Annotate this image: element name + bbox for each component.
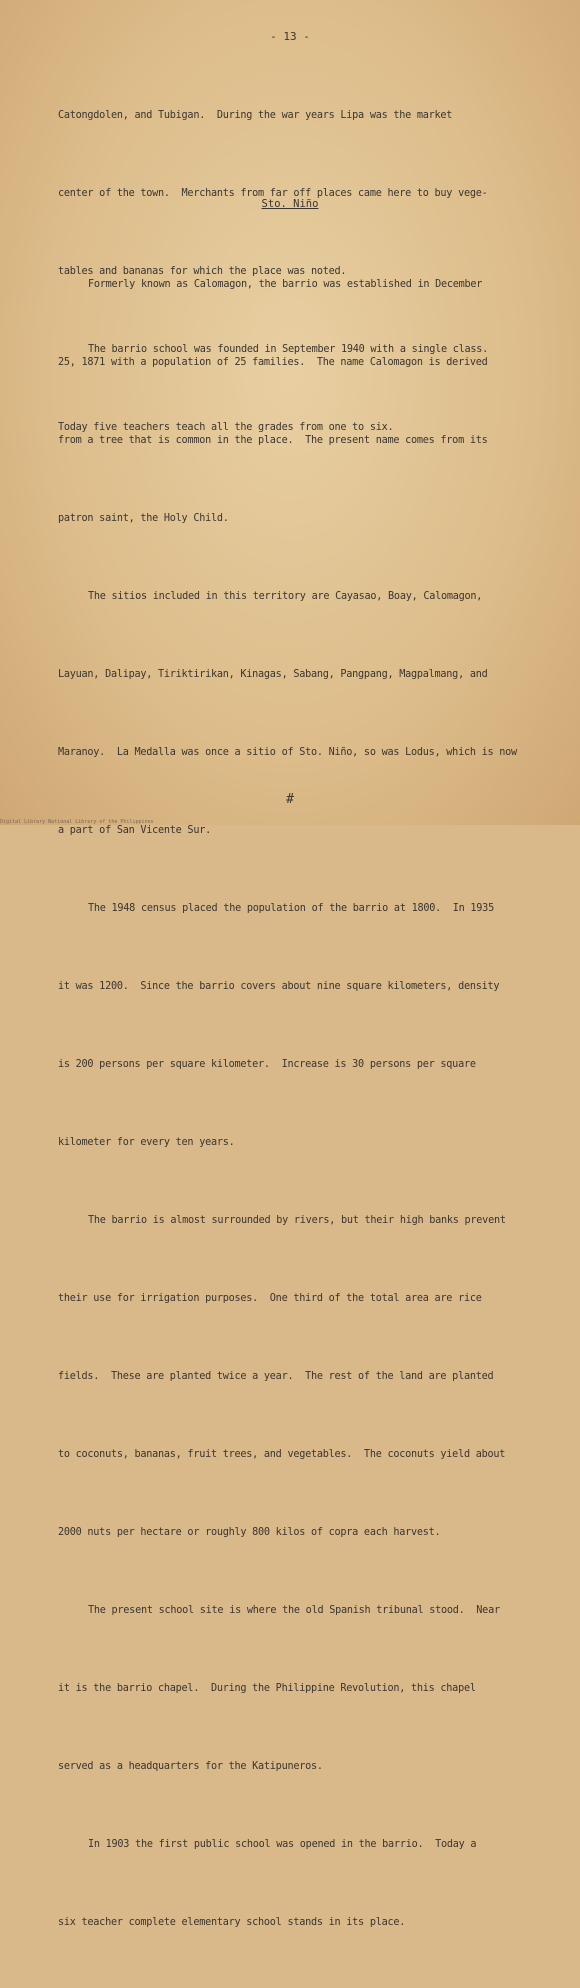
text-line: kilometer for every ten years. <box>58 1137 235 1148</box>
text-line: 2000 nuts per hectare or roughly 800 kilos of copra each harvest. <box>58 1527 441 1538</box>
text-line: Today five teachers teach all the grades from one to six. <box>58 422 394 433</box>
text-line: In 1903 the first public school was opened in the barrio. Today a <box>88 1839 477 1850</box>
text-line: a part of San Vicente Sur. <box>58 825 211 836</box>
section-heading: Sto. Niño <box>261 198 319 210</box>
text-line: The barrio school was founded in September 1940 with a single class. <box>88 344 489 355</box>
footer-attribution: Digital Library National Library of the Philippines <box>0 819 154 825</box>
text-line: from a tree that is common in the place. The present name comes from its <box>58 435 488 446</box>
text-line: Formerly known as Calomagon, the barrio was established in December <box>88 279 483 290</box>
text-line: 25, 1871 with a population of 25 families. The name Calomagon is derived <box>58 357 488 368</box>
text-line: fields. These are planted twice a year. The rest of the land are planted <box>58 1371 494 1382</box>
sto-nino-section <box>58 220 528 1988</box>
text-line: Maranoy. La Medalla was once a sitio of Sto. Niño, so was Lodus, which is now <box>58 747 517 758</box>
text-line: to coconuts, bananas, fruit trees, and vegetables. The coconuts yield about <box>58 1449 506 1460</box>
text-line: The sitios included in this territory are Cayasao, Boay, Calomagon, <box>88 591 483 602</box>
text-line: their use for irrigation purposes. One third of the total area are rice <box>58 1293 482 1304</box>
end-mark: # <box>286 792 294 807</box>
text-line: it is the barrio chapel. During the Philippine Revolution, this chapel <box>58 1683 476 1694</box>
text-line: The present school site is where the old Spanish tribunal stood. Near <box>88 1605 500 1616</box>
text-line: The barrio is almost surrounded by rivers, but their high banks prevent <box>88 1215 506 1226</box>
text-line: center of the town. Merchants from far off places came here to buy vege- <box>58 188 488 199</box>
text-line: The 1948 census placed the population of the barrio at 1800. In 1935 <box>88 903 494 914</box>
text-line: patron saint, the Holy Child. <box>58 513 229 524</box>
text-line: Catongdolen, and Tubigan. During the war years Lipa was the market <box>58 110 453 121</box>
text-line: Layuan, Dalipay, Tiriktirikan, Kinagas, Sabang, Pangpang, Magpalmang, and <box>58 669 488 680</box>
text-line: tables and bananas for which the place was noted. <box>58 266 347 277</box>
page-number: - 13 - <box>270 30 310 43</box>
text-line: served as a headquarters for the Katipuneros. <box>58 1761 323 1772</box>
text-line: it was 1200. Since the barrio covers about nine square kilometers, density <box>58 981 500 992</box>
text-line: is 200 persons per square kilometer. Increase is 30 persons per square <box>58 1059 476 1070</box>
text-line: six teacher complete elementary school stands in its place. <box>58 1917 406 1928</box>
